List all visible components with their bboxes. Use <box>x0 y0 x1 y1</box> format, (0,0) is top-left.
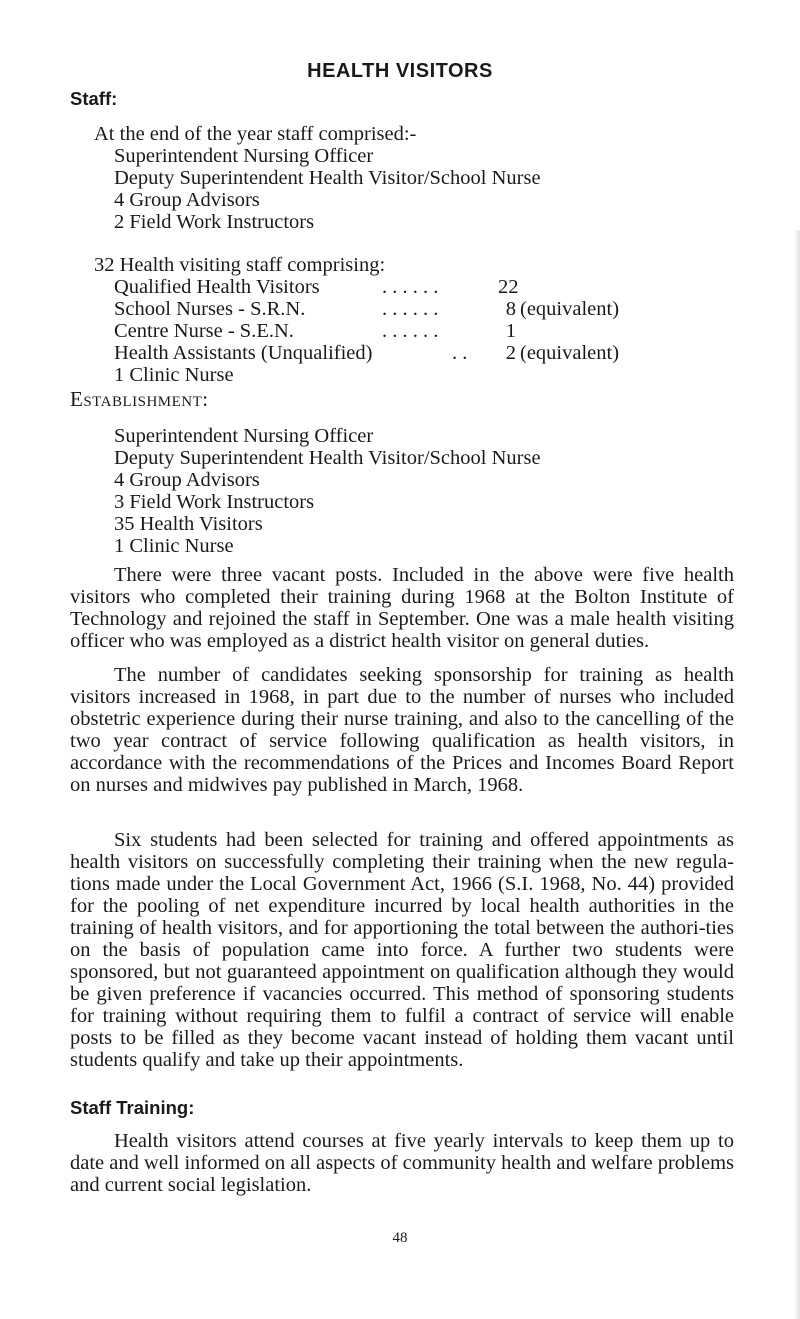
paragraph-vacant-posts: There were three vacant posts. Included in the above were five health visitors who completed their training during 1968 at the Bolton Institute of Technology and rejoined the staff in September. One was a male health visiting officer who was employed as a district health visitor on general duties. <box>70 564 734 652</box>
visiting-staff-intro: 32 Health visiting staff comprising: <box>94 254 386 276</box>
staff-list-item: Deputy Superintendent Health Visitor/School Nurse <box>114 167 541 189</box>
row-count: 1 <box>505 320 516 342</box>
establishment-list-item: 1 Clinic Nurse <box>114 535 234 557</box>
establishment-list-item: 35 Health Visitors <box>114 513 263 535</box>
leader-dots: . . . . . . <box>382 276 439 298</box>
leader-dots: . . <box>452 342 468 364</box>
page-edge-shadow <box>794 230 800 1319</box>
staff-list-item: 2 Field Work Instructors <box>114 211 315 233</box>
staff-list-item: 4 Group Advisors <box>114 189 260 211</box>
establishment-list-item: Superintendent Nursing Officer <box>114 425 374 447</box>
establishment-list-item: 3 Field Work Instructors <box>114 491 315 513</box>
table-row <box>114 320 734 342</box>
page-title: HEALTH VISITORS <box>307 60 493 82</box>
row-label: Health Assistants (Unqualified) <box>114 342 373 364</box>
table-row <box>114 276 734 298</box>
leader-dots: . . . . . . <box>382 320 439 342</box>
paragraph-students: Six students had been selected for training and offered appointments as health visitors on successfully completing their training when the new regula-tions made under the Local Government Act, 1966 (S.I. 1968, No. 44) provided for the pooling of net expenditure incurred by local health authorities in the training of health visitors, and for apportioning the total between the authori-ties on the basis of population came into force. A further two students were sponsored, but not guaranteed appointment on qualification although they would be given preference if vacancies occurred. This method of sponsoring students for training without requiring them to fulfil a contract of service will enable posts to be filled as they become vacant instead of holding them vacant until students qualify and take up their appointments. <box>70 829 734 1071</box>
row-count: 8 <box>505 298 516 320</box>
paragraph-sponsorship: The number of candidates seeking sponsorship for training as health visitors increased in 1968, in part due to the number of nurses who included obstetric experience during their nurse training, and also to the cancelling of the two year contract of service following qualification as health visitors, in accordance with the recommendations of the Prices and Incomes Board Report on nurses and midwives pay published in March, 1968. <box>70 664 734 796</box>
establishment-list <box>114 425 541 557</box>
page-number: 48 <box>392 1230 408 1246</box>
row-label: School Nurses - S.R.N. <box>114 298 306 320</box>
visiting-staff-table <box>114 276 734 386</box>
row-count: 2 <box>505 342 516 364</box>
leader-dots: . . . . . . <box>382 298 439 320</box>
row-label: 1 Clinic Nurse <box>114 364 234 386</box>
paragraph-staff-training: Health visitors attend courses at five yearly intervals to keep them up to date and well informed on all aspects of community health and welfare problems and current social legislation. <box>70 1130 734 1196</box>
row-note: (equivalent) <box>520 342 620 364</box>
staff-training-heading: Staff Training: <box>70 1097 195 1118</box>
row-label: Qualified Health Visitors <box>114 276 320 298</box>
establishment-list-item: 4 Group Advisors <box>114 469 260 491</box>
row-count: 22 <box>498 276 519 298</box>
row-note: (equivalent) <box>520 298 620 320</box>
establishment-heading: Establishment: <box>70 387 209 411</box>
staff-heading: Staff: <box>70 88 118 109</box>
table-row <box>114 298 734 320</box>
table-row <box>114 342 734 364</box>
staff-intro: At the end of the year staff comprised:- <box>94 123 417 145</box>
table-row <box>114 364 734 386</box>
establishment-list-item: Deputy Superintendent Health Visitor/School Nurse <box>114 447 541 469</box>
staff-list <box>114 145 541 233</box>
row-label: Centre Nurse - S.E.N. <box>114 320 294 342</box>
staff-list-item: Superintendent Nursing Officer <box>114 145 374 167</box>
